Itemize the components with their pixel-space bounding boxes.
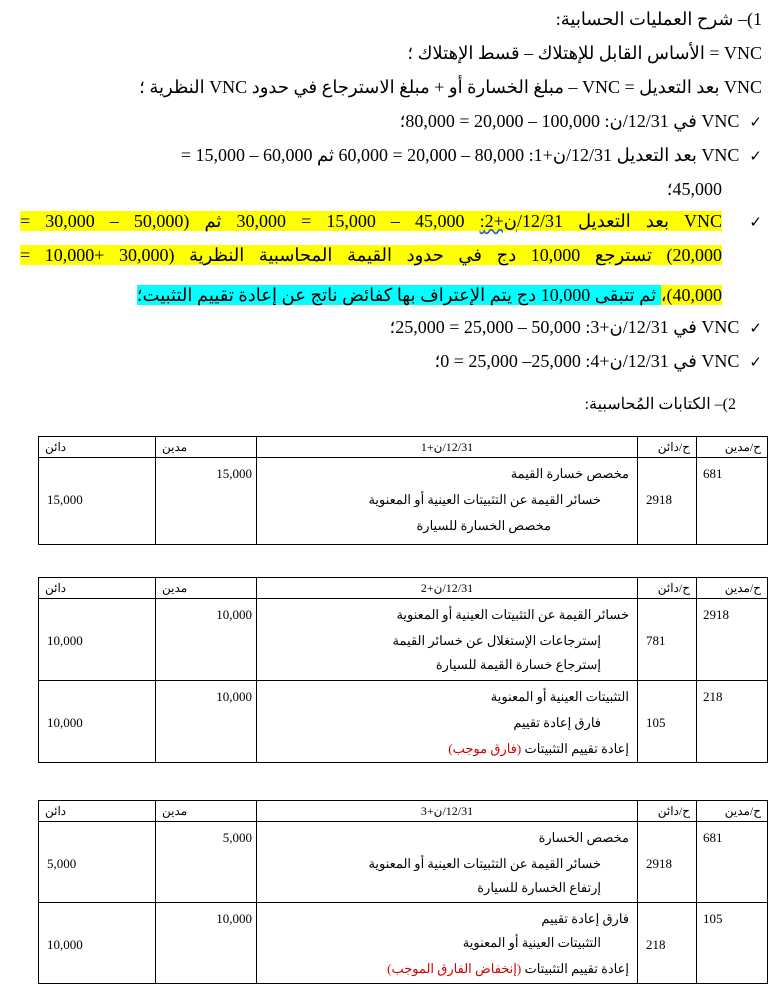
journal-date: 12/31/ن+3	[257, 801, 638, 822]
debit-account-header: ح/مدين	[697, 578, 768, 599]
entry-description: مخصص الخسارة للسيارة	[416, 518, 551, 533]
journal-entry-row	[39, 903, 768, 984]
journal-table-1	[38, 436, 768, 545]
debit-account-name: مخصص الخسارة	[538, 830, 629, 845]
calc-item-3	[739, 210, 762, 233]
debit-account-number: 105	[703, 911, 723, 926]
checkmark-icon: ✓	[749, 319, 762, 337]
journal-table-2	[38, 577, 768, 763]
credit-account-name: خسائر القيمة عن التثبيتات العينية أو المعنوية	[368, 856, 601, 871]
journal-date: 12/31/ن+1	[257, 437, 638, 458]
journal-header-row	[39, 578, 768, 599]
calc-text: VNC في 12/31/ن+3: 50,000 – 25,000 = 25,000؛	[389, 317, 740, 337]
credit-account-name: التثبيتات العينية أو المعنوية	[462, 935, 601, 950]
formula-vnc: VNC = الأساس القابل للإهتلاك – قسط الإهتلاك ؛	[407, 43, 762, 63]
entry-description: إرتفاع الخسارة للسيارة	[477, 880, 601, 895]
credit-account-number: 781	[646, 633, 666, 648]
calc-item-3-line1	[20, 204, 722, 238]
entry-description: إعادة تقييم التثبيتات (إنخفاض الفارق الموجب)	[387, 961, 629, 976]
section1-heading: 1)– شرح العمليات الحسابية:	[555, 9, 762, 29]
entry-note: (فارق موجب)	[448, 741, 522, 756]
credit-account-header: ح/دائن	[638, 801, 697, 822]
entry-description: إعادة تقييم التثبيتات (فارق موجب)	[448, 741, 629, 756]
credit-header: دائن	[39, 801, 156, 822]
credit-account-number: 105	[646, 715, 666, 730]
credit-account-name: فارق إعادة تقييم	[513, 715, 601, 730]
credit-amount: 10,000	[47, 715, 83, 730]
journal-header-row	[39, 437, 768, 458]
debit-account-name: خسائر القيمة عن التثبيتات العينية أو المعنوية	[396, 607, 629, 622]
journal-date: 12/31/ن+2	[257, 578, 638, 599]
journal-table-3	[38, 800, 768, 984]
journal-entry-row	[39, 822, 768, 903]
credit-account-number: 2918	[646, 856, 672, 871]
debit-amount: 15,000	[216, 466, 252, 481]
highlight-yellow: 20,000) تسترجع 10,000 دج في حدود القيمة المحاسبية النظرية (30,000 +10,000 =	[20, 245, 723, 265]
calc-item-2-continued: 45,000؛	[666, 179, 722, 199]
debit-header: مدين	[156, 578, 257, 599]
credit-amount: 15,000	[47, 492, 83, 507]
formula-vnc-adjusted: VNC بعد التعديل = VNC – مبلغ الخسارة أو + مبلغ الاسترجاع في حدود VNC النظرية ؛	[139, 77, 762, 97]
journal-entry-row	[39, 681, 768, 763]
debit-account-name: التثبيتات العينية أو المعنوية	[490, 689, 629, 704]
calc-text: VNC في 12/31/ن+4: 25,000– 25,000 = 0؛	[434, 351, 740, 371]
debit-account-name: مخصص خسارة القيمة	[510, 466, 629, 481]
debit-amount: 5,000	[222, 830, 252, 845]
debit-header: مدين	[156, 801, 257, 822]
debit-account-number: 681	[703, 466, 723, 481]
calc-text: VNC بعد التعديل 12/31/ن+1: 80,000 – 20,000 = 60,000 ثم 60,000 – 15,000 =	[180, 145, 740, 165]
checkmark-icon: ✓	[749, 113, 762, 131]
credit-amount: 10,000	[47, 937, 83, 952]
credit-account-name: خسائر القيمة عن التثبيتات العينية أو المعنوية	[368, 492, 601, 507]
entry-note: (إنخفاض الفارق الموجب)	[387, 961, 522, 976]
highlight-yellow: VNC بعد التعديل 12/31/ن+2: 45,000 – 15,000 = 30,000 ثم (50,000 – 30,000 =	[20, 211, 723, 231]
calc-item-3-line2	[20, 238, 722, 272]
entry-description: إسترجاع خسارة القيمة للسيارة	[435, 657, 601, 672]
credit-account-number: 2918	[646, 492, 672, 507]
underlined-term: ن+2:	[479, 211, 517, 231]
credit-amount: 5,000	[47, 856, 77, 871]
calc-item-3-line3	[137, 284, 722, 306]
calc-item-1	[400, 110, 762, 133]
checkmark-icon: ✓	[749, 213, 762, 231]
calc-item-4	[390, 316, 763, 339]
debit-account-header: ح/مدين	[697, 801, 768, 822]
checkmark-icon: ✓	[749, 353, 762, 371]
credit-account-header: ح/دائن	[638, 578, 697, 599]
credit-account-name: إسترجاعات الإستغلال عن خسائر القيمة	[392, 633, 601, 648]
debit-account-number: 681	[703, 830, 723, 845]
calc-item-2	[34, 144, 762, 167]
credit-header: دائن	[39, 437, 156, 458]
credit-account-header: ح/دائن	[638, 437, 697, 458]
calc-text: VNC في 12/31/ن: 100,000 – 20,000 = 80,000؛	[399, 111, 740, 131]
credit-account-number: 218	[646, 937, 666, 952]
debit-account-name: فارق إعادة تقييم	[541, 911, 629, 926]
calc-item-5	[435, 350, 763, 373]
debit-amount: 10,000	[216, 689, 252, 704]
credit-header: دائن	[39, 578, 156, 599]
debit-account-number: 218	[703, 689, 723, 704]
checkmark-icon: ✓	[749, 147, 762, 165]
debit-header: مدين	[156, 437, 257, 458]
section2-heading: 2)– الكتابات المُحاسبية:	[584, 396, 736, 413]
debit-account-header: ح/مدين	[697, 437, 768, 458]
debit-amount: 10,000	[216, 911, 252, 926]
journal-entry-row	[39, 599, 768, 681]
debit-account-number: 2918	[703, 607, 729, 622]
journal-entry-row	[39, 458, 768, 545]
journal-header-row	[39, 801, 768, 822]
debit-amount: 10,000	[216, 607, 252, 622]
highlight-yellow: 40,000)،	[660, 285, 722, 305]
highlight-cyan: ثم تتبقى 10,000 دج يتم الإعتراف بها كفائض ناتج عن إعادة تقييم التثبيت؛	[136, 285, 661, 305]
credit-amount: 10,000	[47, 633, 83, 648]
